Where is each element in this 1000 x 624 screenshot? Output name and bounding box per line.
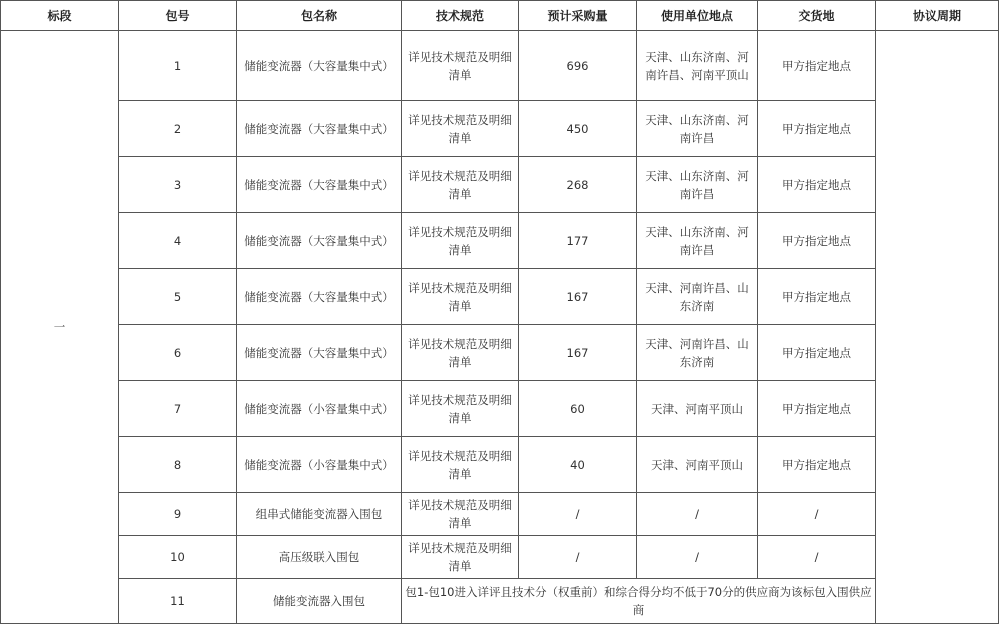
table-row xyxy=(1,101,999,157)
location-cell: 天津、山东济南、河南许昌、河南平顶山 xyxy=(637,31,758,101)
quantity-cell: 167 xyxy=(519,325,637,381)
location-cell: 天津、河南平顶山 xyxy=(637,381,758,437)
delivery-cell: 甲方指定地点 xyxy=(758,269,876,325)
location-cell: 天津、山东济南、河南许昌 xyxy=(637,157,758,213)
header-package-name: 包名称 xyxy=(237,1,402,31)
table-row xyxy=(1,536,999,579)
delivery-cell: 甲方指定地点 xyxy=(758,157,876,213)
delivery-cell: 甲方指定地点 xyxy=(758,213,876,269)
table-row xyxy=(1,157,999,213)
package-name-cell: 储能变流器（大容量集中式） xyxy=(237,213,402,269)
agreement-period-cell xyxy=(876,31,999,624)
header-technical-spec: 技术规范 xyxy=(402,1,519,31)
header-estimated-quantity: 预计采购量 xyxy=(519,1,637,31)
quantity-cell: / xyxy=(519,493,637,536)
quantity-cell: 450 xyxy=(519,101,637,157)
technical-spec-cell: 详见技术规范及明细清单 xyxy=(402,325,519,381)
package-number-cell: 8 xyxy=(119,437,237,493)
quantity-cell: 40 xyxy=(519,437,637,493)
table-row xyxy=(1,437,999,493)
delivery-cell: / xyxy=(758,493,876,536)
package-number-cell: 2 xyxy=(119,101,237,157)
section-cell: 一 xyxy=(1,31,119,624)
package-number-cell: 5 xyxy=(119,269,237,325)
location-cell: 天津、河南许昌、山东济南 xyxy=(637,269,758,325)
table-row xyxy=(1,213,999,269)
package-number-cell: 11 xyxy=(119,579,237,624)
location-cell: / xyxy=(637,493,758,536)
package-name-cell: 高压级联入围包 xyxy=(237,536,402,579)
table-row xyxy=(1,325,999,381)
delivery-cell: / xyxy=(758,536,876,579)
quantity-cell: 696 xyxy=(519,31,637,101)
package-number-cell: 10 xyxy=(119,536,237,579)
technical-spec-cell: 详见技术规范及明细清单 xyxy=(402,157,519,213)
package-name-cell: 储能变流器（大容量集中式） xyxy=(237,157,402,213)
location-cell: 天津、河南平顶山 xyxy=(637,437,758,493)
package-name-cell: 储能变流器（大容量集中式） xyxy=(237,101,402,157)
package-name-cell: 储能变流器（小容量集中式） xyxy=(237,381,402,437)
package-name-cell: 组串式储能变流器入围包 xyxy=(237,493,402,536)
package-name-cell: 储能变流器（大容量集中式） xyxy=(237,269,402,325)
package-number-cell: 1 xyxy=(119,31,237,101)
technical-spec-cell: 详见技术规范及明细清单 xyxy=(402,31,519,101)
package-number-cell: 7 xyxy=(119,381,237,437)
package-number-cell: 4 xyxy=(119,213,237,269)
table-row xyxy=(1,381,999,437)
package-number-cell: 3 xyxy=(119,157,237,213)
location-cell: / xyxy=(637,536,758,579)
package-name-cell: 储能变流器（大容量集中式） xyxy=(237,31,402,101)
qualification-note-cell: 包1-包10进入详评且技术分（权重前）和综合得分均不低于70分的供应商为该标包入围供应商 xyxy=(402,579,876,624)
technical-spec-cell: 详见技术规范及明细清单 xyxy=(402,269,519,325)
package-number-cell: 6 xyxy=(119,325,237,381)
package-name-cell: 储能变流器（大容量集中式） xyxy=(237,325,402,381)
package-name-cell: 储能变流器（小容量集中式） xyxy=(237,437,402,493)
technical-spec-cell: 详见技术规范及明细清单 xyxy=(402,536,519,579)
technical-spec-cell: 详见技术规范及明细清单 xyxy=(402,437,519,493)
quantity-cell: / xyxy=(519,536,637,579)
location-cell: 天津、山东济南、河南许昌 xyxy=(637,213,758,269)
delivery-cell: 甲方指定地点 xyxy=(758,437,876,493)
delivery-cell: 甲方指定地点 xyxy=(758,381,876,437)
quantity-cell: 60 xyxy=(519,381,637,437)
location-cell: 天津、山东济南、河南许昌 xyxy=(637,101,758,157)
technical-spec-cell: 详见技术规范及明细清单 xyxy=(402,101,519,157)
table-header-row xyxy=(1,1,999,31)
header-package-number: 包号 xyxy=(119,1,237,31)
delivery-cell: 甲方指定地点 xyxy=(758,31,876,101)
header-agreement-period: 协议周期 xyxy=(876,1,999,31)
package-number-cell: 9 xyxy=(119,493,237,536)
table-row xyxy=(1,269,999,325)
table-row xyxy=(1,579,999,624)
location-cell: 天津、河南许昌、山东济南 xyxy=(637,325,758,381)
table-row xyxy=(1,493,999,536)
technical-spec-cell: 详见技术规范及明细清单 xyxy=(402,213,519,269)
quantity-cell: 167 xyxy=(519,269,637,325)
table-row xyxy=(1,31,999,101)
delivery-cell: 甲方指定地点 xyxy=(758,101,876,157)
technical-spec-cell: 详见技术规范及明细清单 xyxy=(402,493,519,536)
technical-spec-cell: 详见技术规范及明细清单 xyxy=(402,381,519,437)
package-name-cell: 储能变流器入围包 xyxy=(237,579,402,624)
header-usage-location: 使用单位地点 xyxy=(637,1,758,31)
header-delivery-place: 交货地 xyxy=(758,1,876,31)
header-section: 标段 xyxy=(1,1,119,31)
quantity-cell: 177 xyxy=(519,213,637,269)
delivery-cell: 甲方指定地点 xyxy=(758,325,876,381)
quantity-cell: 268 xyxy=(519,157,637,213)
